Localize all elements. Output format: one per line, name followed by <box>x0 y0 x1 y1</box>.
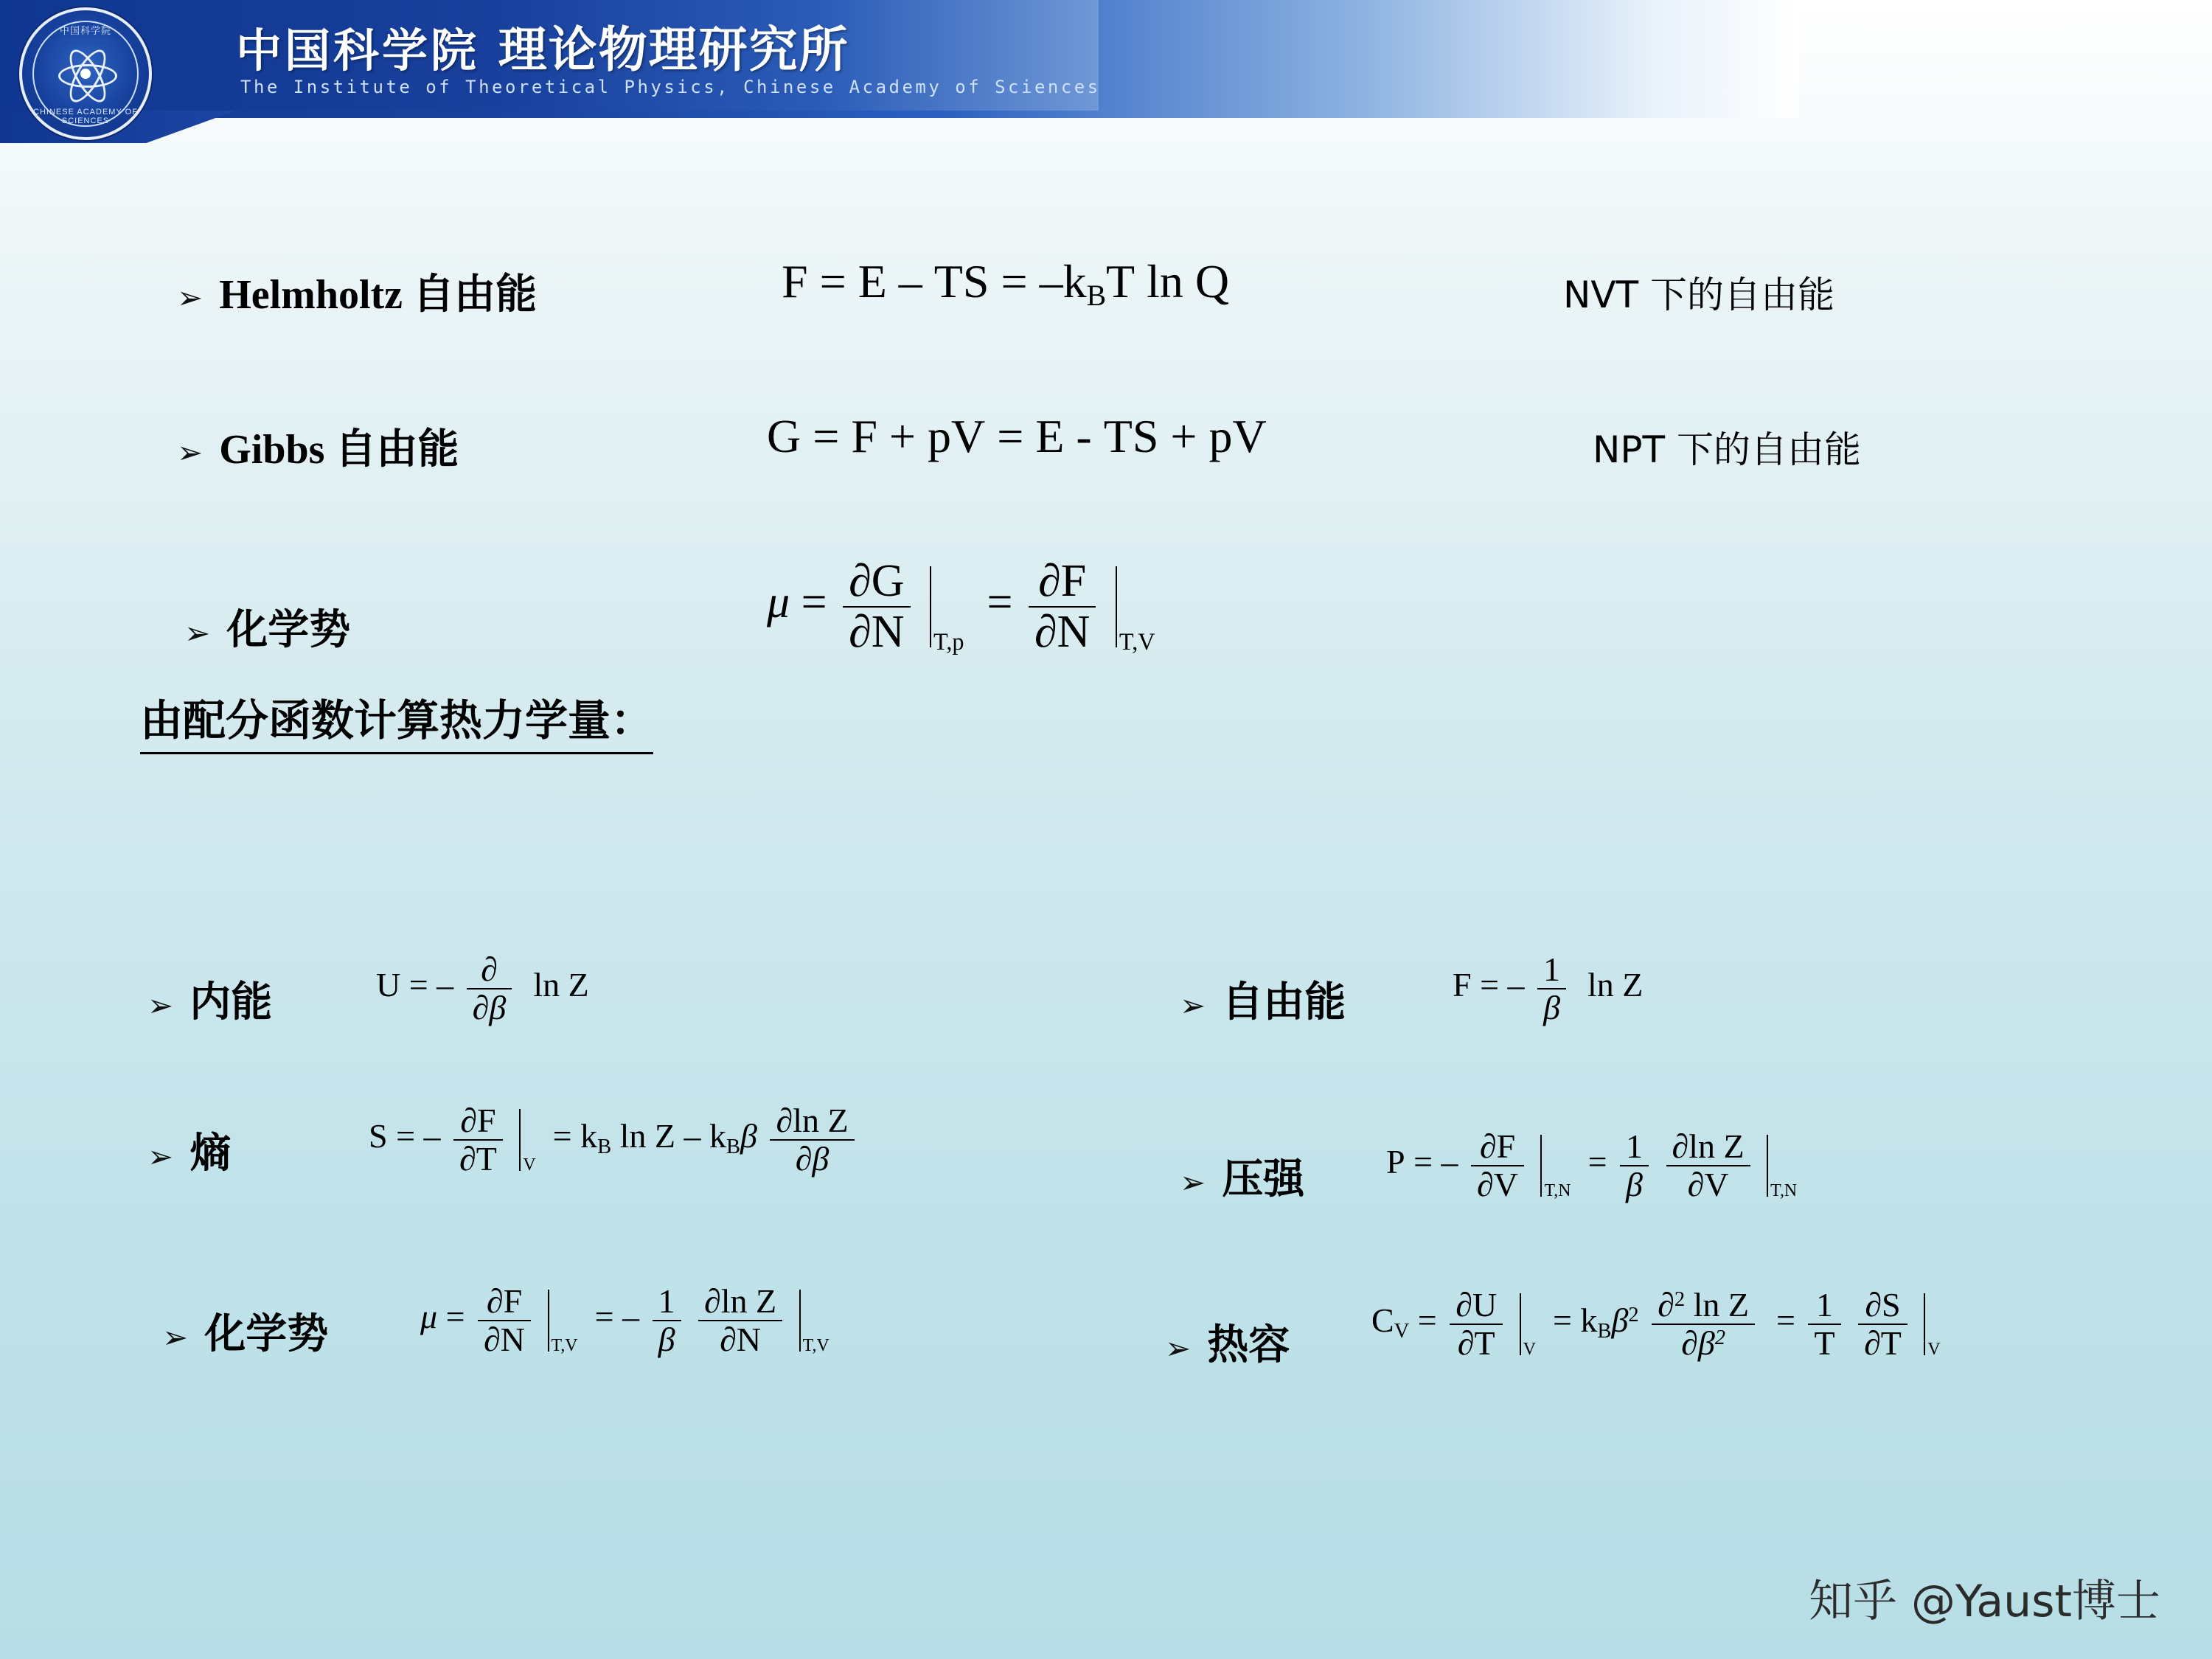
bullet-arrow-icon: ➢ <box>177 434 204 470</box>
bullet-arrow-icon: ➢ <box>147 1138 174 1175</box>
bullet-gibbs <box>177 417 459 476</box>
bullet-heat-capacity <box>1165 1312 1290 1371</box>
logo-seal-bottom-text: CHINESE ACADEMY OF SCIENCES <box>33 108 138 125</box>
bullet-chemical-potential <box>184 597 350 656</box>
bullet-label-pressure: 压强 <box>1222 1155 1305 1203</box>
bullet-entropy <box>147 1121 231 1180</box>
section-title: 由配分函数计算热力学量： <box>140 686 653 754</box>
bullet-arrow-icon: ➢ <box>1180 1164 1206 1200</box>
bullet-label-chemical-potential: 化学势 <box>226 606 351 654</box>
note-gibbs <box>1593 420 1861 473</box>
bullet-label-chemical-potential-partition: 化学势 <box>204 1310 329 1358</box>
equation-heat-capacity: $C_V$ = $\frac{\partial U}{\partial T}$ $V = k_B\beta^2$ $\frac{\partial^2 \ln Z}{\partial\beta^2}$ = $\frac{1}{T}$ $\frac{\partial S}{\partial T}$ V <box>1371 1286 1941 1362</box>
equation-chemical-potential: μ = $\frac{\partial G}{\partial N}$ T,p = $\frac{\partial F}{\partial N}$ T,V <box>767 556 1155 657</box>
bullet-arrow-icon: ➢ <box>147 987 174 1023</box>
watermark: 知乎 @Yaust博士 <box>1808 1576 2160 1627</box>
equation-helmholtz: F = E – TS = $-k_BT$ ln Q <box>782 255 1230 313</box>
bullet-internal-energy <box>147 970 272 1029</box>
equation-chemical-potential-partition: μ = $\frac{\partial F}{\partial N}$ T,V = – $\frac{1}{\beta}$ $\frac{\text{∂ln Z}}{\partial N}$ T,V <box>420 1282 830 1358</box>
header-org-institute: 理论物理研究所 <box>498 21 849 78</box>
header-org-academy: 中国科学院 <box>236 24 480 77</box>
equation-internal-energy: U = – $\frac{\partial}{\partial\beta}$ ln Z <box>376 950 589 1026</box>
bullet-pressure <box>1180 1147 1304 1206</box>
equation-pressure: P = – $\frac{\partial F}{\partial V}$ T,N = $\frac{1}{\beta}$ $\frac{\text{∂ln Z}}{\partial V}$ T,N <box>1386 1127 1798 1203</box>
bullet-arrow-icon: ➢ <box>177 279 204 316</box>
equation-gibbs: G = F + pV = E - TS + pV <box>767 410 1267 462</box>
header-org-subtitle: The Institute of Theoretical Physics, Chinese Academy of Sciences <box>240 77 1101 97</box>
bullet-label-entropy: 熵 <box>189 1130 232 1178</box>
logo-seal-top-text: 中国科学院 <box>59 25 111 36</box>
bullet-label-gibbs: Gibbs 自由能 <box>219 427 459 473</box>
bullet-arrow-icon: ➢ <box>162 1319 189 1355</box>
bullet-label-heat-capacity: 热容 <box>1207 1321 1290 1369</box>
bullet-arrow-icon: ➢ <box>1180 987 1206 1023</box>
bullet-chemical-potential-partition <box>162 1301 328 1360</box>
bullet-label-internal-energy: 内能 <box>189 978 273 1026</box>
note-gibbs-text: NPT 下的自由能 <box>1593 428 1861 471</box>
bullet-label-free-energy: 自由能 <box>1222 978 1346 1026</box>
bullet-helmholtz <box>177 262 537 321</box>
note-helmholtz-text: NVT 下的自由能 <box>1563 274 1835 316</box>
equation-entropy: S = – $\frac{\partial F}{\partial T}$ $V = k_B$ ln Z – $k_B\beta$ $\frac{\text{∂ln Z}}{\partial\beta}$ <box>369 1102 859 1177</box>
atom-icon <box>58 46 113 101</box>
note-helmholtz <box>1563 265 1834 319</box>
equation-free-energy: F = – $\frac{1}{\beta}$ ln Z <box>1453 950 1644 1026</box>
header-banner <box>0 0 1799 125</box>
header-org-title <box>236 10 849 80</box>
bullet-arrow-icon: ➢ <box>1165 1330 1192 1366</box>
bullet-arrow-icon: ➢ <box>184 615 211 651</box>
bullet-free-energy <box>1180 970 1346 1029</box>
bullet-label-helmholtz: Helmholtz 自由能 <box>219 272 538 318</box>
slide-body <box>0 118 2212 1659</box>
